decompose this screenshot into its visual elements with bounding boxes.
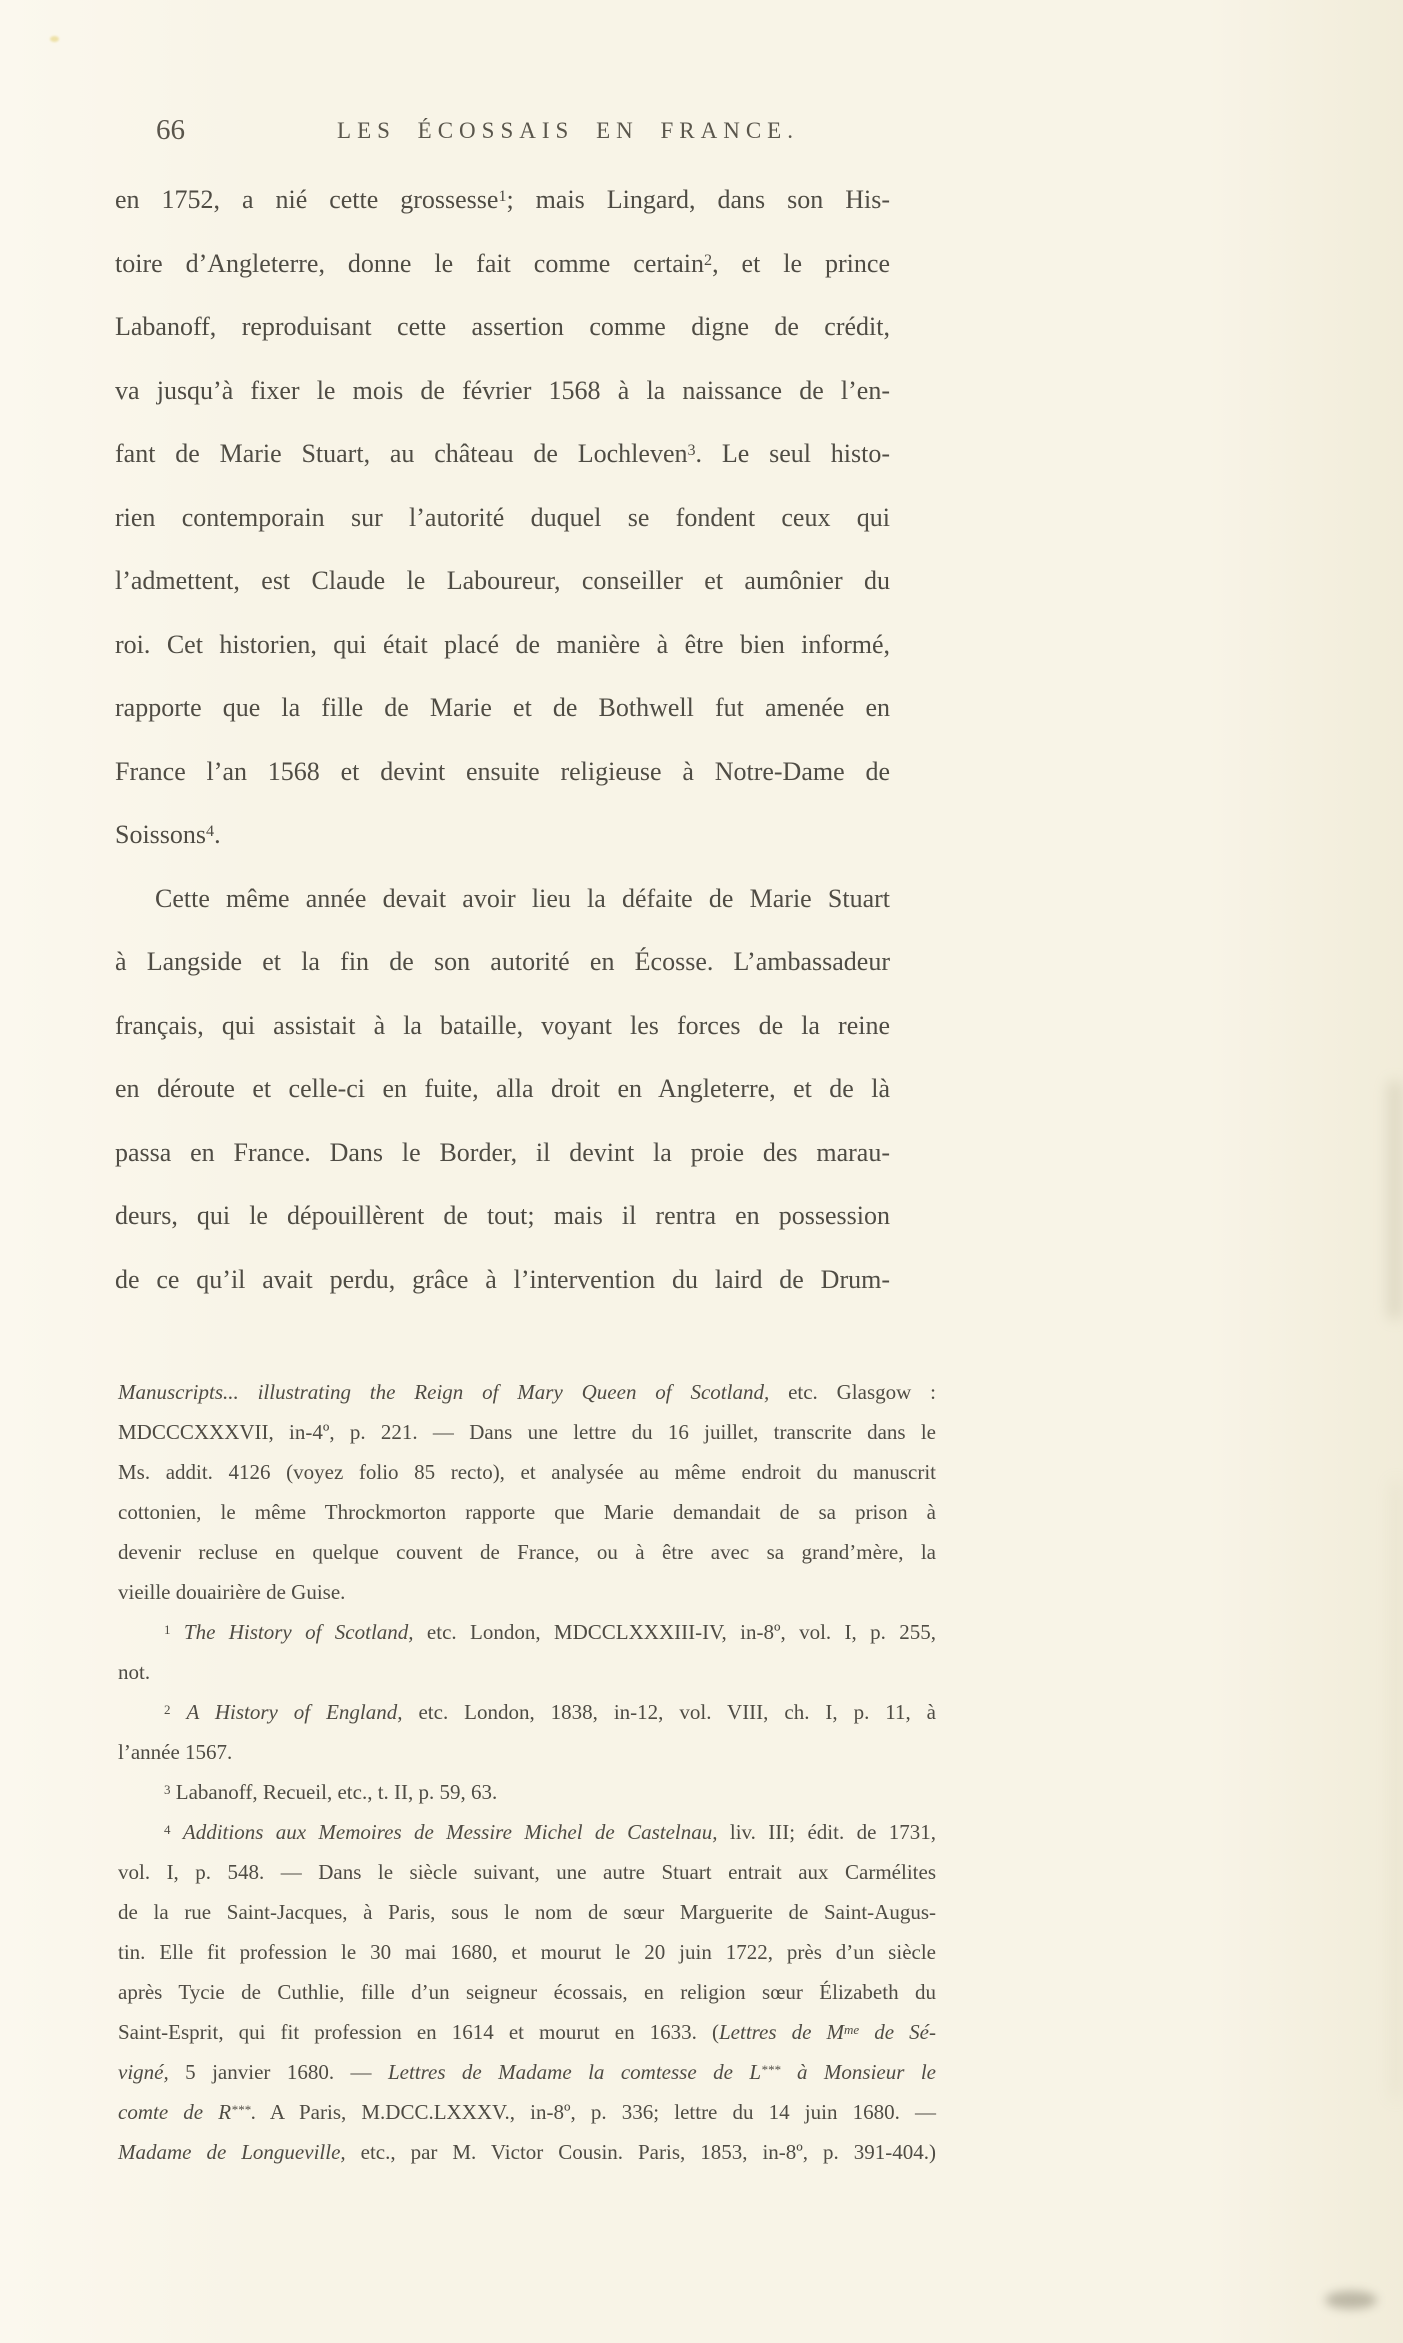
body-line: roi. Cet historien, qui était placé de manière à être bien informé, — [115, 629, 890, 659]
footnote-line: l’année 1567. — [118, 1740, 233, 1764]
body-text — [115, 168, 890, 1311]
body-line: à Langside et la fin de son autorité en Écosse. L’ambassadeur — [115, 947, 890, 976]
footnote-line: après Tycie de Cuthlie, fille d’un seigneur écossais, en religion sœur Élizabeth du — [118, 1980, 936, 2004]
body-line: passa en France. Dans le Border, il devint la proie des marau- — [115, 1137, 890, 1167]
footnote-line: de la rue Saint-Jacques, à Paris, sous le nom de sœur Marguerite de Saint-Augus- — [118, 1900, 936, 1924]
footnote-line: comte de R***. A Paris, M.DCC.LXXXV., in-8º, p. 336; lettre du 14 juin 1680. — — [118, 2100, 936, 2124]
body-line: l’admettent, est Claude le Laboureur, conseiller et aumônier du — [115, 566, 890, 595]
footnote-line: not. — [118, 1660, 151, 1684]
scan-speck — [50, 36, 59, 42]
footnote-line: $^2$ A History of England, etc. London, 1838, in-12, vol. VIII, ch. I, p. 11, à — [164, 1700, 937, 1724]
footnotes — [118, 1372, 936, 2172]
body-line: fant de Marie Stuart, au château de Lochleven$^3$. Le seul histo- — [115, 439, 890, 468]
scan-smudge-right — [1387, 1080, 1403, 1320]
body-line: toire d’Angleterre, donne le fait comme certain$^2$, et le prince — [115, 248, 890, 278]
footnote-line: $^4$ Additions aux Memoires de Messire Michel de Castelnau, liv. III; édit. de 1731, — [164, 1820, 936, 1844]
scan-smudge-bottom — [1325, 2291, 1377, 2309]
footnote-line: vigné, 5 janvier 1680. — Lettres de Madame la comtesse de L*** à Monsieur le — [118, 2060, 936, 2084]
body-line: en déroute et celle-ci en fuite, alla droit en Angleterre, et de là — [115, 1074, 890, 1103]
footnote-line: Ms. addit. 4126 (voyez folio 85 recto), et analysée au même endroit du manuscrit — [118, 1460, 936, 1484]
body-line: va jusqu’à fixer le mois de février 1568 à la naissance de l’en- — [115, 375, 890, 405]
running-title: LES ÉCOSSAIS EN FRANCE. — [337, 118, 799, 143]
footnote-line: cottonien, le même Throckmorton rapporte que Marie demandait de sa prison à — [118, 1500, 936, 1524]
scan-smudge-right-lower — [1391, 1480, 1401, 2100]
body-line: de ce qu’il avait perdu, grâce à l’intervention du laird de Drum- — [115, 1264, 890, 1294]
footnote-line: vieille douairière de Guise. — [118, 1580, 346, 1604]
footnote-line: Saint-Esprit, qui fit profession en 1614 et mourut en 1633. (Lettres de $M^{me}$ de Sé- — [118, 2020, 937, 2044]
footnote-line: devenir recluse en quelque couvent de France, ou à être avec sa grand’mère, la — [118, 1540, 936, 1564]
body-line: deurs, qui le dépouillèrent de tout; mais il rentra en possession — [115, 1201, 890, 1230]
body-line: Cette même année devait avoir lieu la défaite de Marie Stuart — [155, 883, 890, 913]
footnote-line: vol. I, p. 548. — Dans le siècle suivant, une autre Stuart entrait aux Carmélites — [118, 1860, 936, 1884]
body-line: en 1752, a nié cette grossesse$^1$; mais Lingard, dans son His- — [115, 185, 890, 214]
footnote-line: MDCCCXXXVII, in-4º, p. 221. — Dans une lettre du 16 juillet, transcrite dans le — [118, 1420, 936, 1444]
body-line: Soissons$^4$. — [115, 820, 221, 849]
body-line: rapporte que la fille de Marie et de Bothwell fut amenée en — [115, 693, 890, 722]
footnote-line: tin. Elle fit profession le 30 mai 1680, et mourut le 20 juin 1722, près d’un siècle — [118, 1940, 936, 1964]
body-line: rien contemporain sur l’autorité duquel se fondent ceux qui — [115, 502, 890, 532]
body-line: Labanoff, reproduisant cette assertion comme digne de crédit, — [115, 312, 890, 341]
footnote-line: Manuscripts... illustrating the Reign of Mary Queen of Scotland, etc. Glasgow : — [118, 1380, 936, 1404]
page-number: 66 — [156, 114, 185, 146]
footnote-line: Madame de Longueville, etc., par M. Victor Cousin. Paris, 1853, in-8º, p. 391-404.) — [118, 2140, 936, 2164]
body-line: français, qui assistait à la bataille, voyant les forces de la reine — [115, 1010, 890, 1040]
footnote-line: $^3$ Labanoff, Recueil, etc., t. II, p. 59, 63. — [164, 1780, 498, 1804]
footnote-line: $^1$ The History of Scotland, etc. London, MDCCLXXXIII-IV, in-8º, vol. I, p. 255, — [164, 1620, 937, 1644]
body-line: France l’an 1568 et devint ensuite religieuse à Notre-Dame de — [115, 756, 890, 786]
